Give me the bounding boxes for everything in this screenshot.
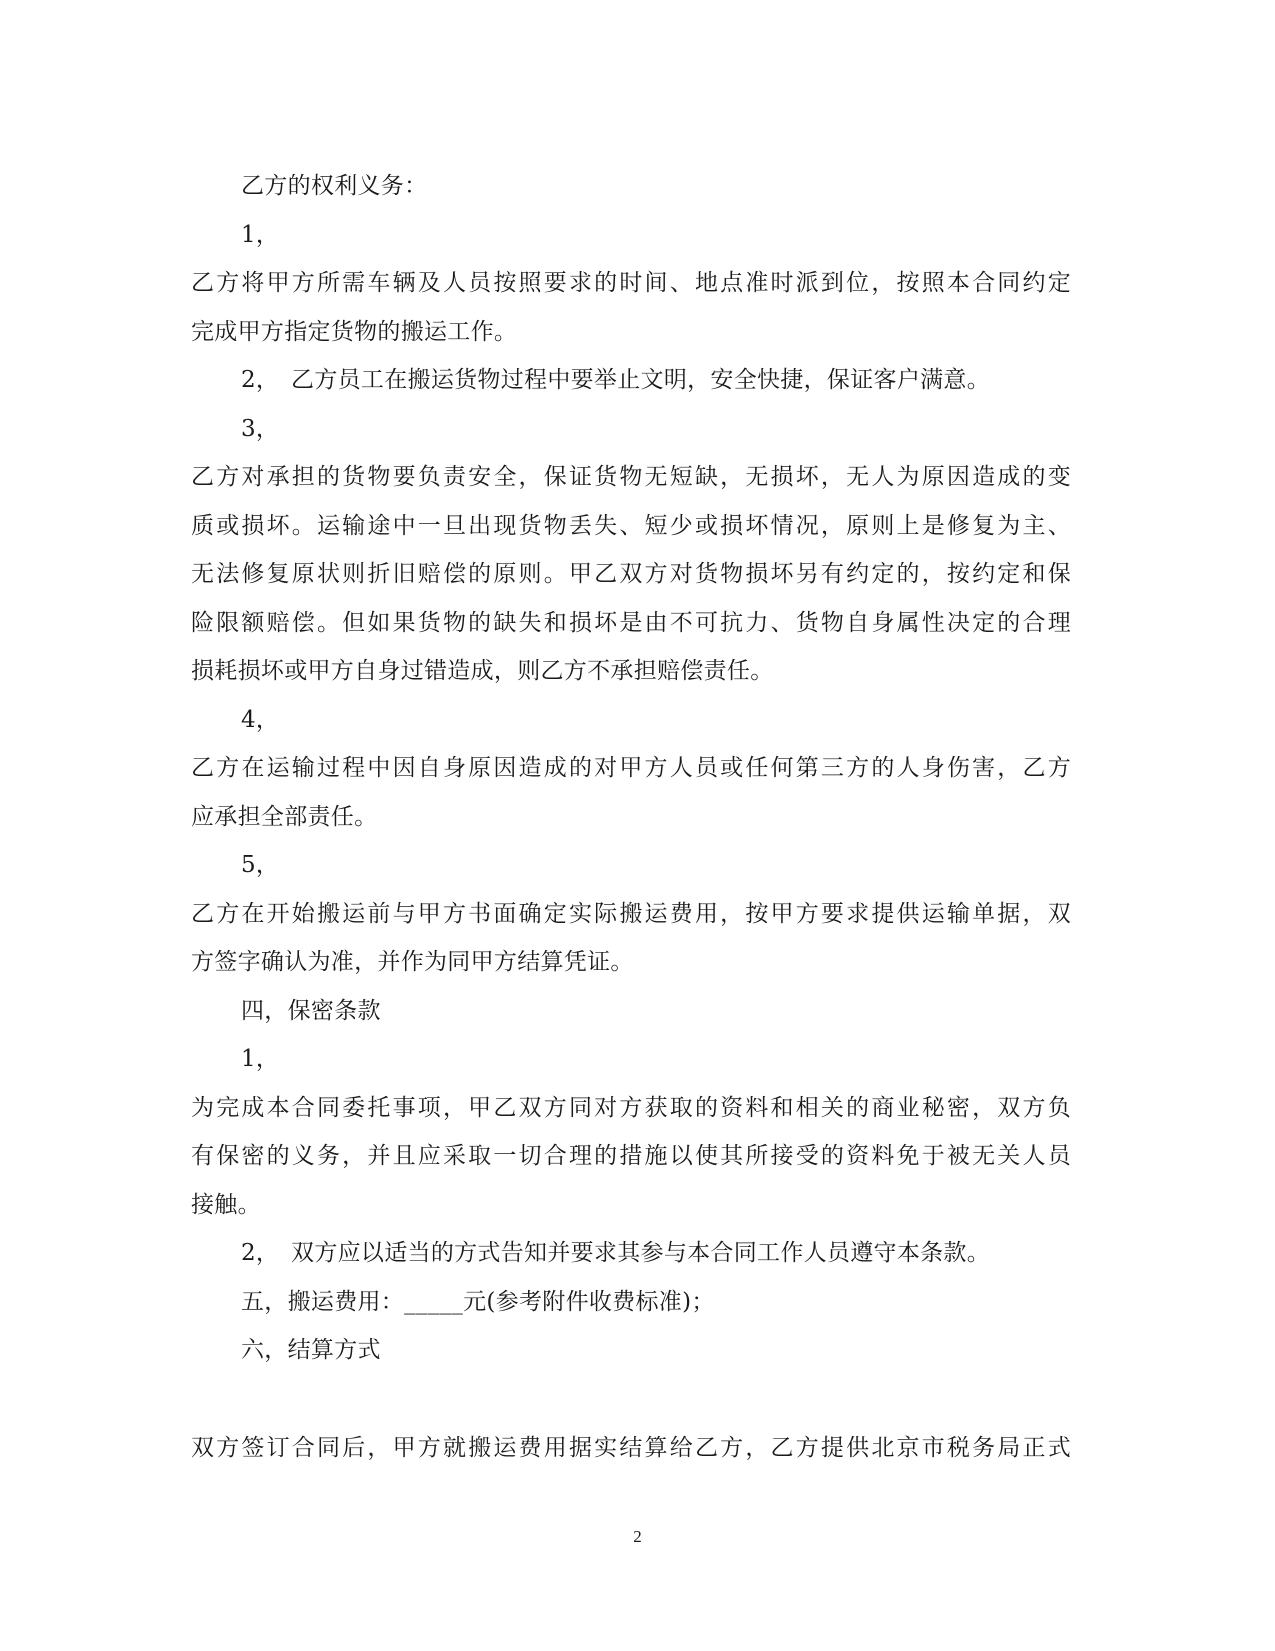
text-line: 接触。 (191, 1191, 261, 1218)
text-line: 乙方的权利义务： (241, 173, 428, 199)
text-line: 为完成本合同委托事项，甲乙双方同对方获取的资料和相关的商业秘密，双方负 (191, 1094, 1071, 1121)
text-line: 完成甲方指定货物的搬运工作。 (191, 318, 518, 345)
text-line: 损耗损坏或甲方自身过错造成，则乙方不承担赔偿责任。 (191, 658, 774, 684)
text-line: 双方签订合同后，甲方就搬运费用据实结算给乙方，乙方提供北京市税务局正式 (191, 1434, 1071, 1461)
text-line: 5， (241, 852, 280, 878)
text-line: 乙方在开始搬运前与甲方书面确定实际搬运费用，按甲方要求提供运输单据，双 (191, 900, 1071, 927)
text-line: 应承担全部责任。 (191, 803, 378, 830)
text-line: 四，保密条款 (241, 997, 381, 1024)
text-line: 无法修复原状则折旧赔偿的原则。甲乙双方对货物损坏另有约定的，按约定和保 (191, 561, 1071, 587)
text-line: 乙方将甲方所需车辆及人员按照要求的时间、地点准时派到位，按照本合同约定 (191, 270, 1071, 296)
paragraph-gap (191, 1375, 1071, 1424)
text-line: 2， 乙方员工在搬运货物过程中要举止文明，安全快捷，保证客户满意。 (241, 367, 991, 393)
text-line: 险限额赔偿。但如果货物的缺失和损坏是由不可抗力、货物自身属性决定的合理 (191, 609, 1071, 636)
text-line: 质或损坏。运输途中一旦出现货物丢失、短少或损坏情况，原则上是修复为主、 (191, 512, 1071, 539)
text-line: 乙方对承担的货物要负责安全，保证货物无短缺，无损坏，无人为原因造成的变 (191, 464, 1071, 490)
text-line: 4， (241, 706, 280, 733)
document-body (191, 162, 1071, 1472)
text-line: 1， (241, 221, 280, 248)
text-line: 五，搬运费用：_____元(参考附件收费标准)； (241, 1288, 715, 1315)
text-line: 1， (241, 1046, 280, 1072)
text-line: 乙方在运输过程中因自身原因造成的对甲方人员或任何第三方的人身伤害，乙方 (191, 755, 1071, 781)
page-number: 2 (633, 1527, 642, 1546)
text-line: 方签字确认为准，并作为同甲方结算凭证。 (191, 949, 634, 975)
text-line: 六，结算方式 (241, 1337, 381, 1363)
text-line: 有保密的义务，并且应采取一切合理的措施以使其所接受的资料免于被无关人员 (191, 1143, 1071, 1169)
text-line: 2， 双方应以适当的方式告知并要求其参与本合同工作人员遵守本条款。 (241, 1240, 991, 1266)
text-line: 3， (241, 415, 280, 442)
